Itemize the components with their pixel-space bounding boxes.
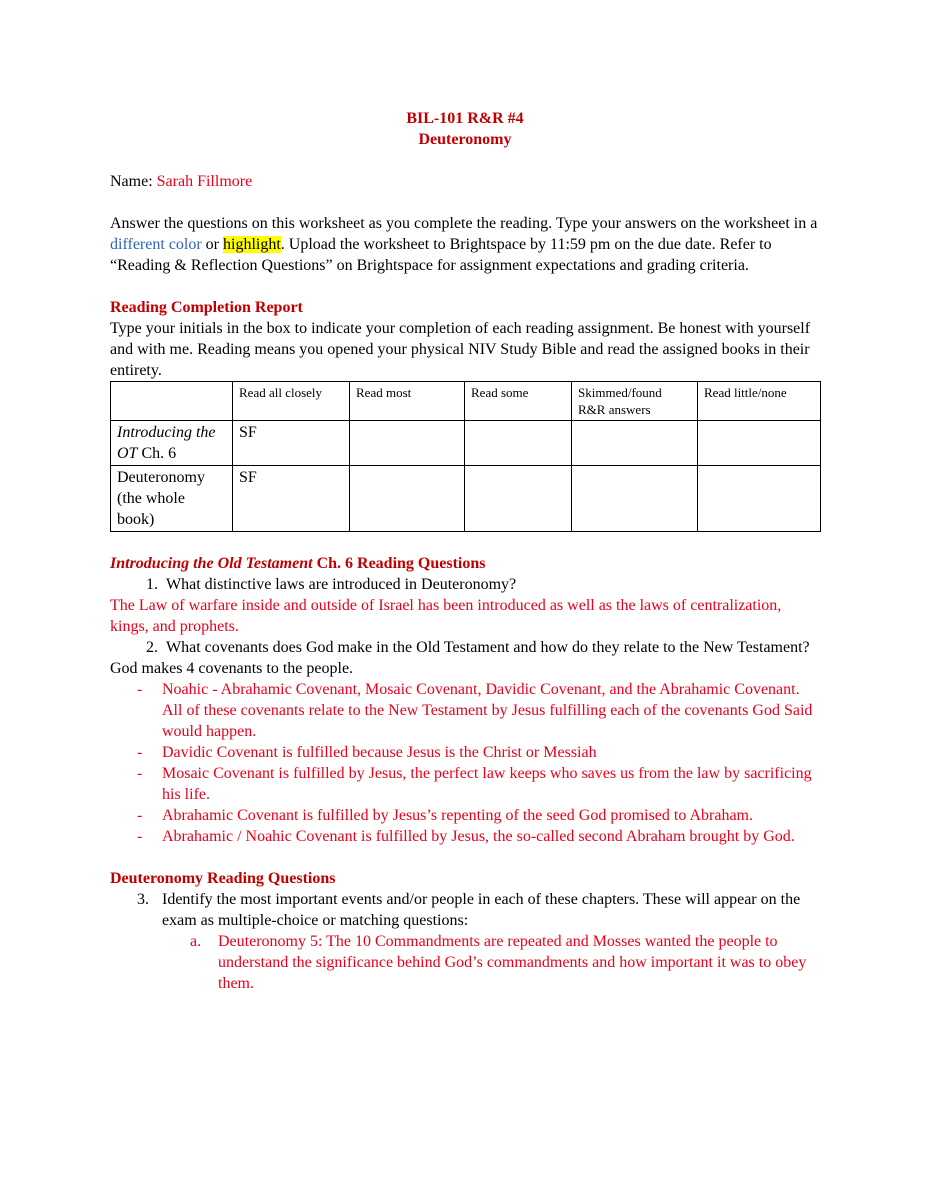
instructions-paragraph	[110, 213, 820, 276]
report-heading: Reading Completion Report	[110, 299, 303, 316]
ch6-heading-italic: Introducing the Old Testament	[110, 555, 313, 572]
name-line	[110, 171, 820, 192]
list-item[interactable]: - Davidic Covenant is fulfilled because Jesus is the Christ or Messiah	[137, 744, 597, 761]
deut-heading: Deuteronomy Reading Questions	[110, 870, 336, 887]
row-label	[111, 421, 233, 466]
row-label	[111, 466, 233, 532]
initials-cell[interactable]: SF	[233, 466, 350, 532]
table-header-cell: Read most	[350, 382, 465, 421]
student-name[interactable]: Sarah Fillmore	[156, 173, 253, 190]
instructions-or: or	[201, 236, 223, 253]
table-header-cell: Read some	[465, 382, 572, 421]
initials-cell[interactable]	[698, 421, 821, 466]
initials-cell[interactable]	[350, 421, 465, 466]
initials-cell[interactable]: SF	[233, 421, 350, 466]
subject-title: Deuteronomy	[418, 131, 512, 148]
question-1: 1. What distinctive laws are introduced in Deuteronomy?	[162, 574, 820, 595]
ch6-heading	[110, 553, 820, 574]
list-item[interactable]: - Mosaic Covenant is fulfilled by Jesus, the perfect law keeps who saves us from the law by sacrificing his life.	[137, 765, 812, 803]
initials-cell[interactable]	[572, 421, 698, 466]
table-header-row	[111, 382, 821, 421]
ch6-question-list-1	[110, 574, 820, 595]
list-item[interactable]: - Abrahamic Covenant is fulfilled by Jesus’s repenting of the seed God promised to Abraham.	[137, 807, 753, 824]
instructions-text-1: Answer the questions on this worksheet as you complete the reading. Type your answers on the worksheet in a	[110, 215, 818, 232]
table-header-cell	[111, 382, 233, 421]
answer-3a[interactable]	[110, 931, 820, 994]
table-header-cell: Read all closely	[233, 382, 350, 421]
ch6-heading-rest: Ch. 6 Reading Questions	[312, 555, 486, 572]
table-header-cell: Skimmed/found R&R answers	[572, 382, 698, 421]
initials-cell[interactable]	[572, 466, 698, 532]
report-description: Type your initials in the box to indicate your completion of each reading assignment. Be honest with yourself and with me. Reading means you opened your physical NIV Study Bible and read the assigned books in their entirety.	[110, 320, 811, 379]
table-row	[111, 421, 821, 466]
list-item[interactable]: - Noahic - Abrahamic Covenant, Mosaic Covenant, Davidic Covenant, and the Abrahamic Covenant. All of these covenants relate to the New Testament by Jesus fulfilling each of the covenants God Said would happen.	[137, 681, 813, 740]
instructions-text-2: . Upload the worksheet to Brightspace by 11:59 pm on the due date. Refer to “Reading & Reflection Questions” on Brightspace for assignment expectations and grading criteria.	[110, 236, 772, 274]
answer-2-intro[interactable]: God makes 4 covenants to the people.	[110, 660, 354, 677]
table-header-cell: Read little/none	[698, 382, 821, 421]
name-label: Name:	[110, 173, 157, 190]
reading-completion-table	[110, 381, 821, 532]
answer-3a-letter: a.	[190, 933, 202, 950]
different-color-text: different color	[110, 236, 202, 253]
ch6-question-list-2	[110, 637, 820, 658]
question-3-text: Identify the most important events and/or people in each of these chapters. These will appear on the exam as multiple-choice or matching questions:	[162, 891, 801, 929]
answer-2-list	[110, 679, 820, 847]
initials-cell[interactable]	[465, 421, 572, 466]
question-3	[110, 889, 820, 931]
question-3-number: 3.	[137, 891, 149, 908]
initials-cell[interactable]	[465, 466, 572, 532]
answer-3a-text: Deuteronomy 5: The 10 Commandments are repeated and Mosses wanted the people to understand the significance behind God’s commandments and how important it was to obey them.	[218, 933, 807, 992]
question-2: 2. What covenants does God make in the Old Testament and how do they relate to the New Testament?	[162, 637, 820, 658]
highlight-text: highlight	[223, 236, 281, 253]
row-label-italic: Introducing the OT	[117, 424, 216, 462]
course-title: BIL-101 R&R #4	[406, 110, 524, 127]
list-item[interactable]: - Abrahamic / Noahic Covenant is fulfilled by Jesus, the so-called second Abraham brought by God.	[137, 828, 795, 845]
table-row	[111, 466, 821, 532]
worksheet-page	[110, 108, 820, 994]
initials-cell[interactable]	[698, 466, 821, 532]
initials-cell[interactable]	[350, 466, 465, 532]
answer-1[interactable]: The Law of warfare inside and outside of Israel has been introduced as well as the laws of centralization, kings, and prophets.	[110, 597, 782, 635]
row-label-rest: Deuteronomy (the whole book)	[117, 469, 205, 528]
row-label-rest: Ch. 6	[137, 445, 177, 462]
